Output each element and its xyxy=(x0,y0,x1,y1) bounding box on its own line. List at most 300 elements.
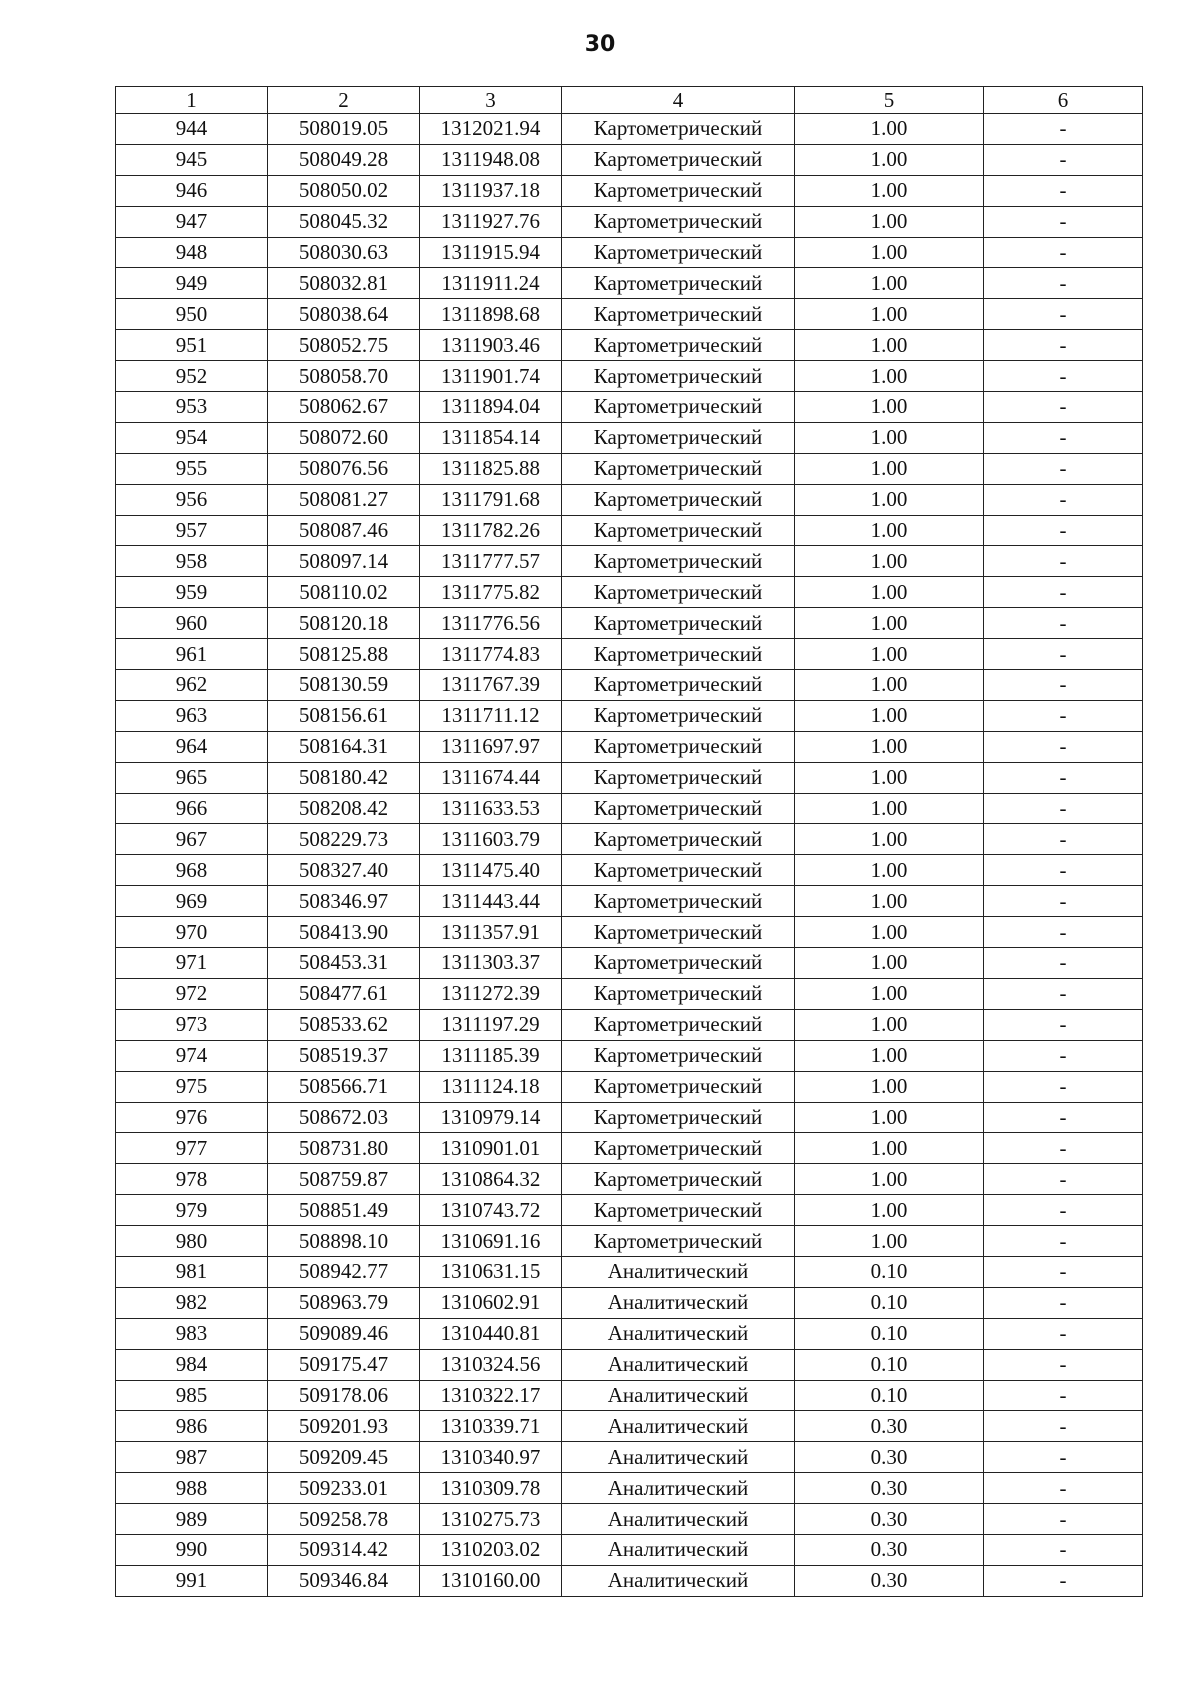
x-coordinate-cell: 508519.37 xyxy=(268,1040,420,1071)
table-row xyxy=(116,886,1143,917)
note-cell: - xyxy=(984,1318,1143,1349)
point-number-cell: 984 xyxy=(116,1349,268,1380)
point-number-cell: 982 xyxy=(116,1287,268,1318)
table-row xyxy=(116,855,1143,886)
method-cell: Картометрический xyxy=(562,731,795,762)
y-coordinate-cell: 1310340.97 xyxy=(420,1442,562,1473)
point-number-cell: 980 xyxy=(116,1226,268,1257)
method-cell: Картометрический xyxy=(562,824,795,855)
note-cell: - xyxy=(984,886,1143,917)
x-coordinate-cell: 508052.75 xyxy=(268,330,420,361)
point-number-cell: 949 xyxy=(116,268,268,299)
method-cell: Картометрический xyxy=(562,1226,795,1257)
note-cell: - xyxy=(984,731,1143,762)
x-coordinate-cell: 508045.32 xyxy=(268,206,420,237)
method-cell: Картометрический xyxy=(562,515,795,546)
y-coordinate-cell: 1311475.40 xyxy=(420,855,562,886)
point-number-cell: 955 xyxy=(116,453,268,484)
y-coordinate-cell: 1311911.24 xyxy=(420,268,562,299)
note-cell: - xyxy=(984,175,1143,206)
x-coordinate-cell: 509314.42 xyxy=(268,1534,420,1565)
x-coordinate-cell: 508058.70 xyxy=(268,361,420,392)
note-cell: - xyxy=(984,546,1143,577)
accuracy-cell: 1.00 xyxy=(795,299,984,330)
accuracy-cell: 1.00 xyxy=(795,577,984,608)
y-coordinate-cell: 1310631.15 xyxy=(420,1256,562,1287)
method-cell: Картометрический xyxy=(562,917,795,948)
point-number-cell: 959 xyxy=(116,577,268,608)
accuracy-cell: 1.00 xyxy=(795,330,984,361)
table-row xyxy=(116,361,1143,392)
method-cell: Аналитический xyxy=(562,1349,795,1380)
method-cell: Картометрический xyxy=(562,1040,795,1071)
accuracy-cell: 1.00 xyxy=(795,1009,984,1040)
note-cell: - xyxy=(984,948,1143,979)
x-coordinate-cell: 508038.64 xyxy=(268,299,420,330)
x-coordinate-cell: 508851.49 xyxy=(268,1195,420,1226)
y-coordinate-cell: 1311674.44 xyxy=(420,762,562,793)
column-header-6: 6 xyxy=(984,87,1143,114)
point-number-cell: 966 xyxy=(116,793,268,824)
method-cell: Картометрический xyxy=(562,392,795,423)
column-header-5: 5 xyxy=(795,87,984,114)
table-row xyxy=(116,1504,1143,1535)
accuracy-cell: 1.00 xyxy=(795,639,984,670)
table-row xyxy=(116,1226,1143,1257)
point-number-cell: 970 xyxy=(116,917,268,948)
table-row xyxy=(116,515,1143,546)
y-coordinate-cell: 1311898.68 xyxy=(420,299,562,330)
note-cell: - xyxy=(984,608,1143,639)
y-coordinate-cell: 1311603.79 xyxy=(420,824,562,855)
accuracy-cell: 1.00 xyxy=(795,670,984,701)
note-cell: - xyxy=(984,1009,1143,1040)
x-coordinate-cell: 508566.71 xyxy=(268,1071,420,1102)
accuracy-cell: 0.30 xyxy=(795,1442,984,1473)
method-cell: Картометрический xyxy=(562,1164,795,1195)
point-number-cell: 977 xyxy=(116,1133,268,1164)
column-header-4: 4 xyxy=(562,87,795,114)
column-header-3: 3 xyxy=(420,87,562,114)
x-coordinate-cell: 508164.31 xyxy=(268,731,420,762)
x-coordinate-cell: 509175.47 xyxy=(268,1349,420,1380)
point-number-cell: 973 xyxy=(116,1009,268,1040)
y-coordinate-cell: 1310691.16 xyxy=(420,1226,562,1257)
x-coordinate-cell: 508032.81 xyxy=(268,268,420,299)
point-number-cell: 976 xyxy=(116,1102,268,1133)
accuracy-cell: 1.00 xyxy=(795,948,984,979)
accuracy-cell: 1.00 xyxy=(795,1133,984,1164)
accuracy-cell: 0.30 xyxy=(795,1473,984,1504)
accuracy-cell: 1.00 xyxy=(795,422,984,453)
table-row xyxy=(116,824,1143,855)
method-cell: Картометрический xyxy=(562,1133,795,1164)
point-number-cell: 968 xyxy=(116,855,268,886)
accuracy-cell: 1.00 xyxy=(795,855,984,886)
note-cell: - xyxy=(984,144,1143,175)
table-row xyxy=(116,206,1143,237)
table-row xyxy=(116,1195,1143,1226)
y-coordinate-cell: 1311197.29 xyxy=(420,1009,562,1040)
point-number-cell: 979 xyxy=(116,1195,268,1226)
table-row xyxy=(116,1009,1143,1040)
method-cell: Аналитический xyxy=(562,1256,795,1287)
note-cell: - xyxy=(984,206,1143,237)
table-row xyxy=(116,1349,1143,1380)
table-row xyxy=(116,392,1143,423)
x-coordinate-cell: 508898.10 xyxy=(268,1226,420,1257)
note-cell: - xyxy=(984,1534,1143,1565)
accuracy-cell: 0.30 xyxy=(795,1504,984,1535)
x-coordinate-cell: 508030.63 xyxy=(268,237,420,268)
note-cell: - xyxy=(984,1473,1143,1504)
y-coordinate-cell: 1311894.04 xyxy=(420,392,562,423)
y-coordinate-cell: 1311791.68 xyxy=(420,484,562,515)
x-coordinate-cell: 508413.90 xyxy=(268,917,420,948)
table-row xyxy=(116,762,1143,793)
table-row xyxy=(116,670,1143,701)
x-coordinate-cell: 508942.77 xyxy=(268,1256,420,1287)
note-cell: - xyxy=(984,237,1143,268)
method-cell: Аналитический xyxy=(562,1504,795,1535)
method-cell: Картометрический xyxy=(562,608,795,639)
y-coordinate-cell: 1311633.53 xyxy=(420,793,562,824)
table-row xyxy=(116,268,1143,299)
y-coordinate-cell: 1311901.74 xyxy=(420,361,562,392)
method-cell: Картометрический xyxy=(562,453,795,484)
y-coordinate-cell: 1311937.18 xyxy=(420,175,562,206)
y-coordinate-cell: 1311825.88 xyxy=(420,453,562,484)
method-cell: Картометрический xyxy=(562,793,795,824)
x-coordinate-cell: 508963.79 xyxy=(268,1287,420,1318)
accuracy-cell: 1.00 xyxy=(795,1195,984,1226)
table-row xyxy=(116,1164,1143,1195)
point-number-cell: 972 xyxy=(116,978,268,1009)
point-number-cell: 963 xyxy=(116,700,268,731)
table-row xyxy=(116,1318,1143,1349)
table-row xyxy=(116,546,1143,577)
method-cell: Аналитический xyxy=(562,1565,795,1596)
method-cell: Аналитический xyxy=(562,1380,795,1411)
accuracy-cell: 1.00 xyxy=(795,114,984,145)
method-cell: Аналитический xyxy=(562,1318,795,1349)
note-cell: - xyxy=(984,1349,1143,1380)
note-cell: - xyxy=(984,114,1143,145)
y-coordinate-cell: 1311767.39 xyxy=(420,670,562,701)
y-coordinate-cell: 1311697.97 xyxy=(420,731,562,762)
note-cell: - xyxy=(984,330,1143,361)
accuracy-cell: 1.00 xyxy=(795,917,984,948)
y-coordinate-cell: 1312021.94 xyxy=(420,114,562,145)
header-row xyxy=(116,87,1143,114)
y-coordinate-cell: 1311303.37 xyxy=(420,948,562,979)
y-coordinate-cell: 1311777.57 xyxy=(420,546,562,577)
accuracy-cell: 1.00 xyxy=(795,453,984,484)
x-coordinate-cell: 509209.45 xyxy=(268,1442,420,1473)
point-number-cell: 967 xyxy=(116,824,268,855)
method-cell: Картометрический xyxy=(562,237,795,268)
accuracy-cell: 1.00 xyxy=(795,175,984,206)
note-cell: - xyxy=(984,700,1143,731)
table-row xyxy=(116,1534,1143,1565)
method-cell: Картометрический xyxy=(562,1195,795,1226)
method-cell: Картометрический xyxy=(562,206,795,237)
method-cell: Картометрический xyxy=(562,299,795,330)
table-row xyxy=(116,1040,1143,1071)
note-cell: - xyxy=(984,1102,1143,1133)
x-coordinate-cell: 508130.59 xyxy=(268,670,420,701)
point-number-cell: 946 xyxy=(116,175,268,206)
y-coordinate-cell: 1310324.56 xyxy=(420,1349,562,1380)
method-cell: Картометрический xyxy=(562,762,795,793)
accuracy-cell: 1.00 xyxy=(795,392,984,423)
x-coordinate-cell: 508087.46 xyxy=(268,515,420,546)
x-coordinate-cell: 509089.46 xyxy=(268,1318,420,1349)
point-number-cell: 953 xyxy=(116,392,268,423)
y-coordinate-cell: 1311711.12 xyxy=(420,700,562,731)
y-coordinate-cell: 1311854.14 xyxy=(420,422,562,453)
accuracy-cell: 1.00 xyxy=(795,608,984,639)
accuracy-cell: 1.00 xyxy=(795,824,984,855)
table-row xyxy=(116,1133,1143,1164)
method-cell: Картометрический xyxy=(562,639,795,670)
accuracy-cell: 0.10 xyxy=(795,1287,984,1318)
method-cell: Картометрический xyxy=(562,484,795,515)
x-coordinate-cell: 508019.05 xyxy=(268,114,420,145)
note-cell: - xyxy=(984,855,1143,886)
y-coordinate-cell: 1311782.26 xyxy=(420,515,562,546)
table-body xyxy=(116,114,1143,1597)
point-number-cell: 952 xyxy=(116,361,268,392)
point-number-cell: 962 xyxy=(116,670,268,701)
x-coordinate-cell: 508453.31 xyxy=(268,948,420,979)
point-number-cell: 987 xyxy=(116,1442,268,1473)
point-number-cell: 978 xyxy=(116,1164,268,1195)
y-coordinate-cell: 1311948.08 xyxy=(420,144,562,175)
point-number-cell: 981 xyxy=(116,1256,268,1287)
note-cell: - xyxy=(984,1195,1143,1226)
accuracy-cell: 1.00 xyxy=(795,1040,984,1071)
point-number-cell: 957 xyxy=(116,515,268,546)
point-number-cell: 945 xyxy=(116,144,268,175)
point-number-cell: 969 xyxy=(116,886,268,917)
accuracy-cell: 1.00 xyxy=(795,1164,984,1195)
method-cell: Картометрический xyxy=(562,268,795,299)
y-coordinate-cell: 1310275.73 xyxy=(420,1504,562,1535)
note-cell: - xyxy=(984,762,1143,793)
accuracy-cell: 0.10 xyxy=(795,1256,984,1287)
note-cell: - xyxy=(984,1133,1143,1164)
note-cell: - xyxy=(984,1040,1143,1071)
y-coordinate-cell: 1310322.17 xyxy=(420,1380,562,1411)
accuracy-cell: 1.00 xyxy=(795,515,984,546)
accuracy-cell: 0.10 xyxy=(795,1318,984,1349)
x-coordinate-cell: 508672.03 xyxy=(268,1102,420,1133)
accuracy-cell: 0.30 xyxy=(795,1534,984,1565)
table-row xyxy=(116,1102,1143,1133)
accuracy-cell: 1.00 xyxy=(795,793,984,824)
table-row xyxy=(116,917,1143,948)
table-row xyxy=(116,1442,1143,1473)
accuracy-cell: 0.30 xyxy=(795,1565,984,1596)
note-cell: - xyxy=(984,793,1143,824)
page-number: 30 xyxy=(584,32,616,57)
table-row xyxy=(116,175,1143,206)
note-cell: - xyxy=(984,1411,1143,1442)
y-coordinate-cell: 1310864.32 xyxy=(420,1164,562,1195)
x-coordinate-cell: 508229.73 xyxy=(268,824,420,855)
x-coordinate-cell: 508097.14 xyxy=(268,546,420,577)
accuracy-cell: 1.00 xyxy=(795,546,984,577)
table-row xyxy=(116,453,1143,484)
table-row xyxy=(116,1256,1143,1287)
y-coordinate-cell: 1311774.83 xyxy=(420,639,562,670)
point-number-cell: 983 xyxy=(116,1318,268,1349)
point-number-cell: 986 xyxy=(116,1411,268,1442)
y-coordinate-cell: 1310440.81 xyxy=(420,1318,562,1349)
point-number-cell: 985 xyxy=(116,1380,268,1411)
table-row xyxy=(116,948,1143,979)
note-cell: - xyxy=(984,1164,1143,1195)
table-row xyxy=(116,700,1143,731)
y-coordinate-cell: 1310309.78 xyxy=(420,1473,562,1504)
note-cell: - xyxy=(984,1071,1143,1102)
method-cell: Картометрический xyxy=(562,546,795,577)
y-coordinate-cell: 1311775.82 xyxy=(420,577,562,608)
table-row xyxy=(116,237,1143,268)
method-cell: Аналитический xyxy=(562,1287,795,1318)
y-coordinate-cell: 1311272.39 xyxy=(420,978,562,1009)
x-coordinate-cell: 509346.84 xyxy=(268,1565,420,1596)
method-cell: Картометрический xyxy=(562,855,795,886)
note-cell: - xyxy=(984,1380,1143,1411)
accuracy-cell: 1.00 xyxy=(795,268,984,299)
y-coordinate-cell: 1310602.91 xyxy=(420,1287,562,1318)
table-row xyxy=(116,639,1143,670)
y-coordinate-cell: 1310160.00 xyxy=(420,1565,562,1596)
accuracy-cell: 1.00 xyxy=(795,1226,984,1257)
y-coordinate-cell: 1310339.71 xyxy=(420,1411,562,1442)
accuracy-cell: 1.00 xyxy=(795,361,984,392)
column-header-1: 1 xyxy=(116,87,268,114)
y-coordinate-cell: 1311357.91 xyxy=(420,917,562,948)
table-row xyxy=(116,731,1143,762)
point-number-cell: 964 xyxy=(116,731,268,762)
method-cell: Картометрический xyxy=(562,978,795,1009)
x-coordinate-cell: 508072.60 xyxy=(268,422,420,453)
x-coordinate-cell: 508076.56 xyxy=(268,453,420,484)
accuracy-cell: 1.00 xyxy=(795,1102,984,1133)
accuracy-cell: 1.00 xyxy=(795,762,984,793)
method-cell: Картометрический xyxy=(562,886,795,917)
table-row xyxy=(116,1411,1143,1442)
point-number-cell: 947 xyxy=(116,206,268,237)
note-cell: - xyxy=(984,361,1143,392)
note-cell: - xyxy=(984,299,1143,330)
point-number-cell: 989 xyxy=(116,1504,268,1535)
point-number-cell: 974 xyxy=(116,1040,268,1071)
accuracy-cell: 1.00 xyxy=(795,144,984,175)
note-cell: - xyxy=(984,577,1143,608)
y-coordinate-cell: 1310979.14 xyxy=(420,1102,562,1133)
accuracy-cell: 1.00 xyxy=(795,206,984,237)
note-cell: - xyxy=(984,484,1143,515)
coordinates-table xyxy=(115,86,1143,1597)
method-cell: Аналитический xyxy=(562,1442,795,1473)
note-cell: - xyxy=(984,917,1143,948)
note-cell: - xyxy=(984,1442,1143,1473)
method-cell: Картометрический xyxy=(562,948,795,979)
table-row xyxy=(116,978,1143,1009)
y-coordinate-cell: 1311927.76 xyxy=(420,206,562,237)
x-coordinate-cell: 508062.67 xyxy=(268,392,420,423)
note-cell: - xyxy=(984,1256,1143,1287)
y-coordinate-cell: 1310901.01 xyxy=(420,1133,562,1164)
method-cell: Аналитический xyxy=(562,1473,795,1504)
note-cell: - xyxy=(984,1565,1143,1596)
note-cell: - xyxy=(984,1226,1143,1257)
y-coordinate-cell: 1311903.46 xyxy=(420,330,562,361)
note-cell: - xyxy=(984,515,1143,546)
y-coordinate-cell: 1311915.94 xyxy=(420,237,562,268)
point-number-cell: 948 xyxy=(116,237,268,268)
y-coordinate-cell: 1311124.18 xyxy=(420,1071,562,1102)
x-coordinate-cell: 508759.87 xyxy=(268,1164,420,1195)
note-cell: - xyxy=(984,1504,1143,1535)
note-cell: - xyxy=(984,268,1143,299)
note-cell: - xyxy=(984,1287,1143,1318)
accuracy-cell: 1.00 xyxy=(795,731,984,762)
x-coordinate-cell: 509258.78 xyxy=(268,1504,420,1535)
point-number-cell: 971 xyxy=(116,948,268,979)
point-number-cell: 965 xyxy=(116,762,268,793)
x-coordinate-cell: 508110.02 xyxy=(268,577,420,608)
table-row xyxy=(116,114,1143,145)
accuracy-cell: 1.00 xyxy=(795,978,984,1009)
x-coordinate-cell: 508156.61 xyxy=(268,700,420,731)
note-cell: - xyxy=(984,453,1143,484)
method-cell: Аналитический xyxy=(562,1411,795,1442)
y-coordinate-cell: 1310203.02 xyxy=(420,1534,562,1565)
note-cell: - xyxy=(984,978,1143,1009)
table-row xyxy=(116,577,1143,608)
x-coordinate-cell: 508120.18 xyxy=(268,608,420,639)
table-row xyxy=(116,793,1143,824)
point-number-cell: 950 xyxy=(116,299,268,330)
point-number-cell: 951 xyxy=(116,330,268,361)
y-coordinate-cell: 1310743.72 xyxy=(420,1195,562,1226)
point-number-cell: 990 xyxy=(116,1534,268,1565)
point-number-cell: 975 xyxy=(116,1071,268,1102)
method-cell: Картометрический xyxy=(562,422,795,453)
point-number-cell: 988 xyxy=(116,1473,268,1504)
method-cell: Картометрический xyxy=(562,1009,795,1040)
table-row xyxy=(116,144,1143,175)
table-header xyxy=(116,87,1143,114)
accuracy-cell: 1.00 xyxy=(795,484,984,515)
method-cell: Картометрический xyxy=(562,144,795,175)
point-number-cell: 991 xyxy=(116,1565,268,1596)
x-coordinate-cell: 508731.80 xyxy=(268,1133,420,1164)
method-cell: Картометрический xyxy=(562,361,795,392)
accuracy-cell: 0.10 xyxy=(795,1380,984,1411)
x-coordinate-cell: 508346.97 xyxy=(268,886,420,917)
x-coordinate-cell: 508049.28 xyxy=(268,144,420,175)
x-coordinate-cell: 509233.01 xyxy=(268,1473,420,1504)
table-row xyxy=(116,1473,1143,1504)
note-cell: - xyxy=(984,670,1143,701)
table-row xyxy=(116,484,1143,515)
